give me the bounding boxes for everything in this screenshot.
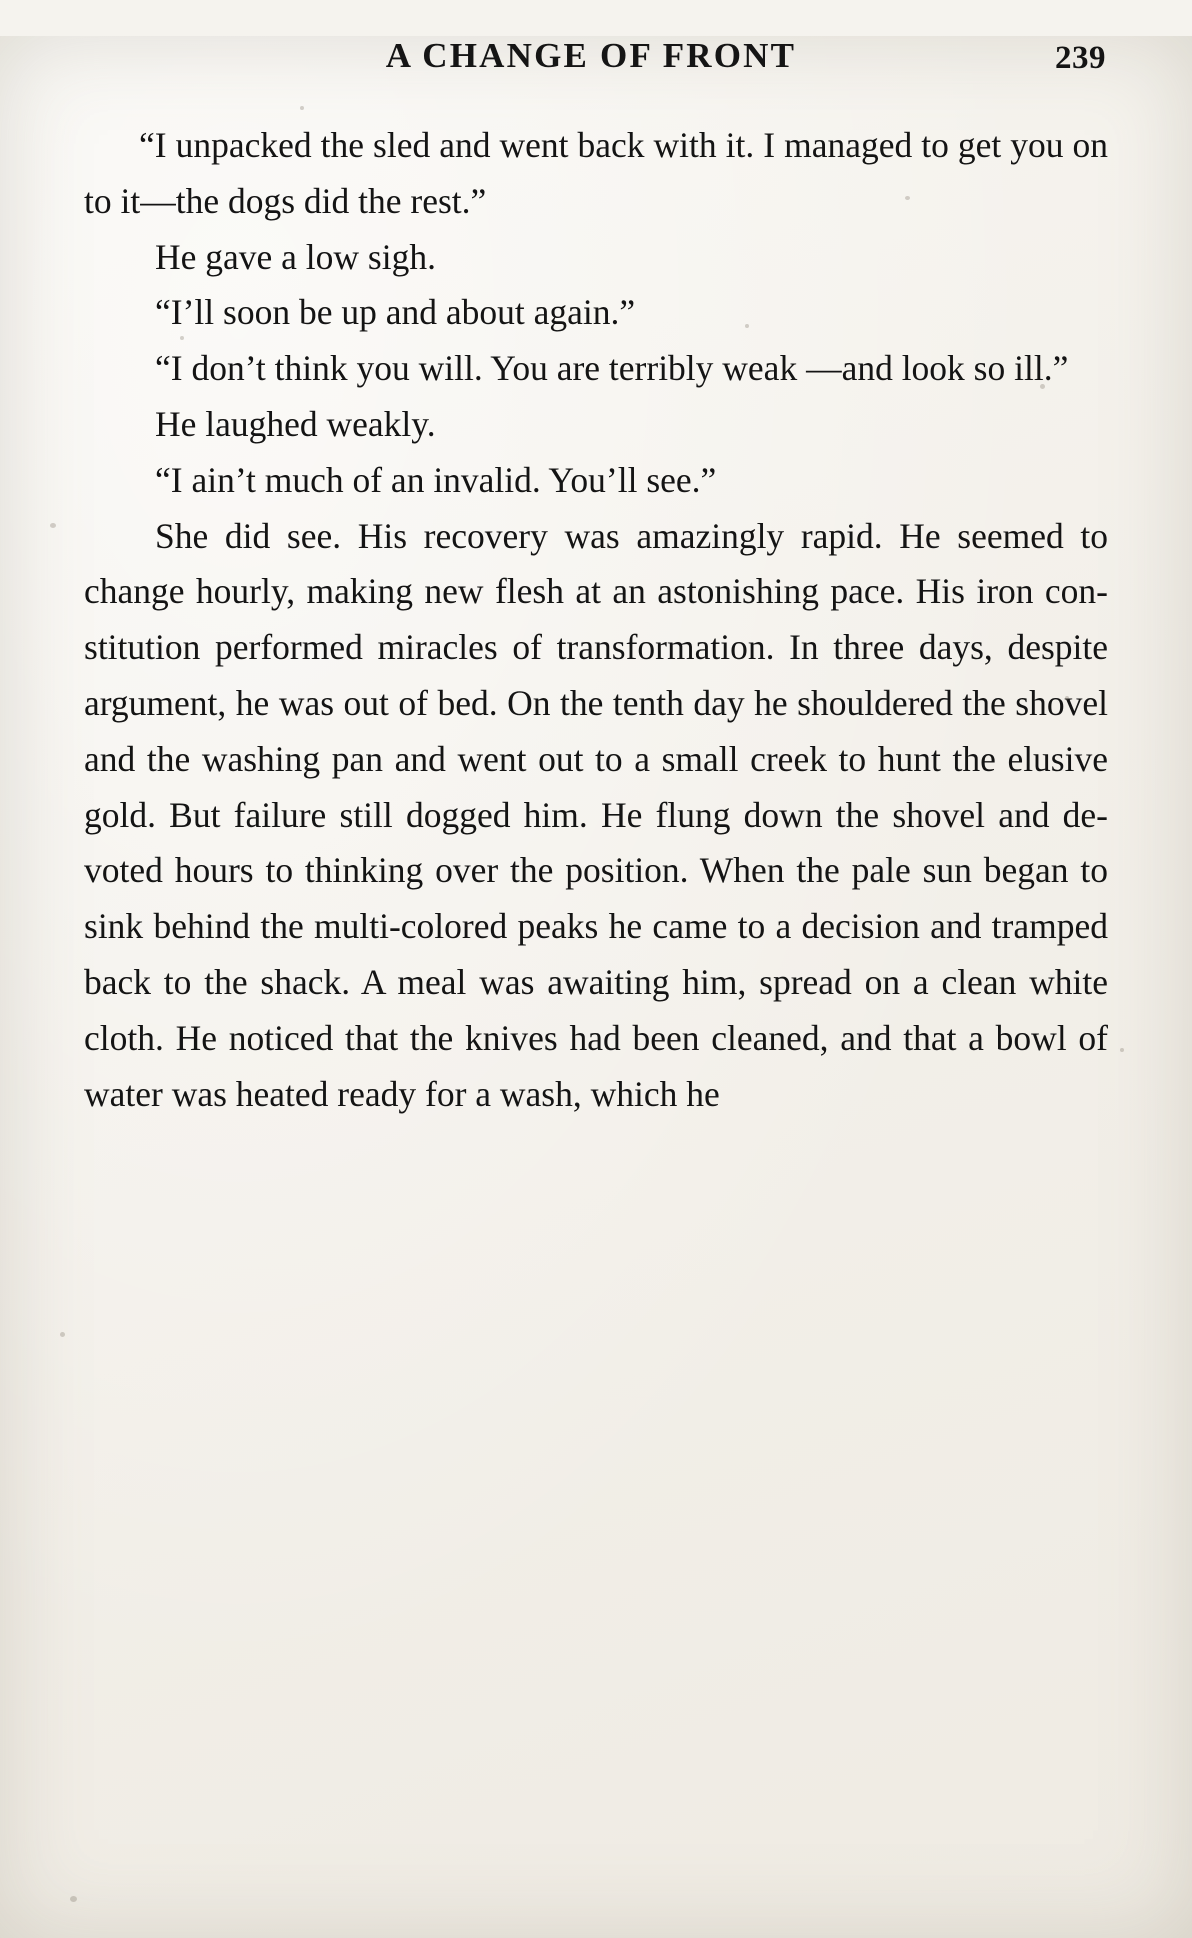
page-body (84, 118, 1108, 1122)
paragraph: “I unpacked the sled and went back with it. I managed to get you on to it—the dogs did the rest.” (84, 125, 1108, 221)
running-title: A CHANGE OF FRONT (385, 36, 797, 75)
paragraph: She did see. His recovery was amazingly rapid. He seemed to change hourly, making new flesh at an astonishing pace. His iron con-stitution performed miracles of transformation. In three days, despite argument, he was out of bed. On the tenth day he shouldered the shovel and the washing pan and went out to a small creek to hunt the elusive gold. But failure still dogged him. He flung down the shovel and de-voted hours to thinking over the position. When the pale sun began to sink behind the multi-colored peaks he came to a decision and tramped back to the shack. A meal was awaiting him, spread on a clean white cloth. He noticed that the knives had been cleaned, and that a bowl of water was heated ready for a wash, which he (84, 515, 1108, 1114)
paper-speck (50, 523, 56, 528)
page-number: 239 (1055, 40, 1106, 76)
paper-speck (300, 106, 304, 110)
paper-speck (60, 1332, 65, 1337)
paper-speck (1120, 1048, 1124, 1052)
paragraph: He laughed weakly. (155, 403, 436, 444)
book-page (0, 36, 1192, 1938)
paragraph: He gave a low sigh. (155, 236, 436, 277)
paragraph: “I ain’t much of an invalid. You’ll see.” (155, 459, 717, 500)
paragraph: “I’ll soon be up and about again.” (155, 292, 636, 333)
paper-speck (70, 1896, 77, 1902)
page-header (86, 36, 1106, 92)
paragraph: “I don’t think you will. You are terribly weak —and look so ill.” (155, 348, 1069, 389)
